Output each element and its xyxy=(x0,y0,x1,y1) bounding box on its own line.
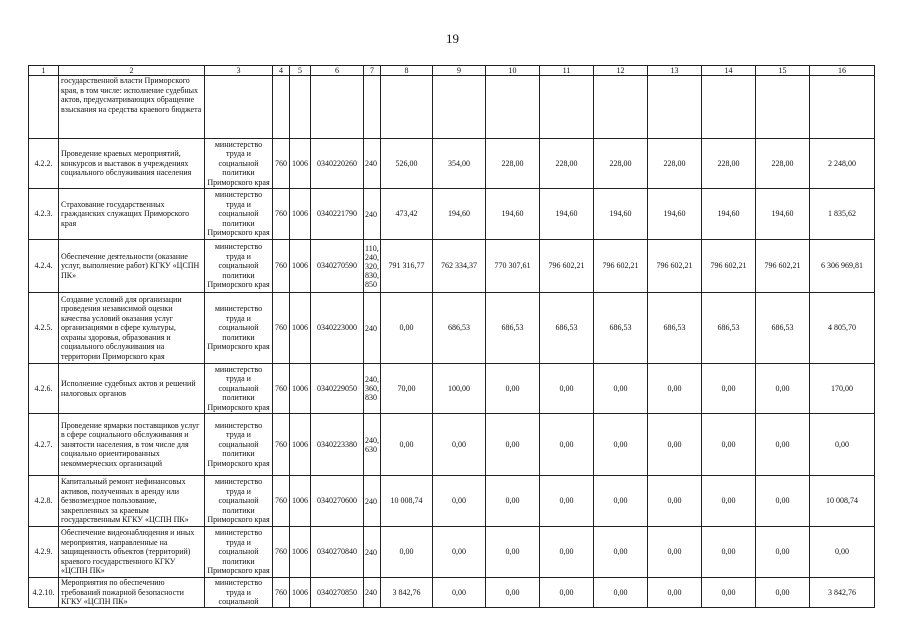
amount-cell: 473,42 xyxy=(381,189,433,240)
amount-cell: 686,53 xyxy=(702,293,756,364)
measure-name: Проведение ярмарки поставщиков услуг в сфере социального обслуживания и занятости населения, в том числе для социально ориентированных некоммерческих организаций xyxy=(59,414,205,476)
target-article-code: 0340270600 xyxy=(311,476,364,527)
expense-type-code: 240 xyxy=(364,189,381,240)
row-number: 4.2.2. xyxy=(29,139,59,189)
target-article-code: 0340270590 xyxy=(311,240,364,293)
amount-cell: 762 334,37 xyxy=(433,240,486,293)
header-cell: 15 xyxy=(756,66,810,76)
amount-cell: 0,00 xyxy=(486,578,540,608)
row-number: 4.2.5. xyxy=(29,293,59,364)
executor: министерство труда и социальной xyxy=(205,578,273,608)
table-row xyxy=(29,139,875,189)
amount-cell: 194,60 xyxy=(648,189,702,240)
amount-cell: 0,00 xyxy=(648,476,702,527)
amount-cell: 686,53 xyxy=(648,293,702,364)
row-number: 4.2.6. xyxy=(29,364,59,414)
header-cell: 4 xyxy=(273,66,290,76)
amount-cell: 0,00 xyxy=(702,414,756,476)
amount-cell: 228,00 xyxy=(540,139,594,189)
measure-name: Капитальный ремонт нефинансовых активов, полученных в аренду или безвозмездное пользование, закрепленных за краевым государственным КГКУ «ЦСПН ПК» xyxy=(59,476,205,527)
grbs-code: 760 xyxy=(273,578,290,608)
executor: министерство труда и социальной политики Приморского края xyxy=(205,189,273,240)
amount-cell: 0,00 xyxy=(594,476,648,527)
grbs-code: 760 xyxy=(273,476,290,527)
amount-cell: 2 248,00 xyxy=(810,139,875,189)
amount-cell: 0,00 xyxy=(648,578,702,608)
section-code: 1006 xyxy=(290,139,311,189)
target-article-code: 0340220260 xyxy=(311,139,364,189)
amount-cell: 0,00 xyxy=(702,364,756,414)
table-row xyxy=(29,578,875,608)
header-cell: 2 xyxy=(59,66,205,76)
header-cell: 12 xyxy=(594,66,648,76)
section-code xyxy=(290,76,311,139)
amount-cell: 194,60 xyxy=(702,189,756,240)
target-article-code: 0340270850 xyxy=(311,578,364,608)
amount-cell: 686,53 xyxy=(594,293,648,364)
expense-type-code: 240 xyxy=(364,293,381,364)
grbs-code: 760 xyxy=(273,364,290,414)
amount-cell xyxy=(756,76,810,139)
target-article-code xyxy=(311,76,364,139)
expense-type-code: 240 xyxy=(364,139,381,189)
amount-cell: 228,00 xyxy=(702,139,756,189)
table-row xyxy=(29,189,875,240)
amount-cell: 0,00 xyxy=(433,527,486,578)
header-cell: 10 xyxy=(486,66,540,76)
amount-cell: 0,00 xyxy=(594,578,648,608)
grbs-code: 760 xyxy=(273,293,290,364)
header-cell: 13 xyxy=(648,66,702,76)
target-article-code: 0340229050 xyxy=(311,364,364,414)
amount-cell: 0,00 xyxy=(702,578,756,608)
section-code: 1006 xyxy=(290,414,311,476)
amount-cell: 796 602,21 xyxy=(540,240,594,293)
amount-cell: 0,00 xyxy=(756,578,810,608)
header-cell: 6 xyxy=(311,66,364,76)
row-number: 4.2.3. xyxy=(29,189,59,240)
executor xyxy=(205,76,273,139)
amount-cell: 0,00 xyxy=(648,527,702,578)
amount-cell: 0,00 xyxy=(433,578,486,608)
amount-cell: 10 008,74 xyxy=(810,476,875,527)
amount-cell: 796 602,21 xyxy=(648,240,702,293)
amount-cell: 194,60 xyxy=(756,189,810,240)
amount-cell: 228,00 xyxy=(594,139,648,189)
amount-cell: 526,00 xyxy=(381,139,433,189)
amount-cell: 796 602,21 xyxy=(756,240,810,293)
amount-cell: 0,00 xyxy=(702,476,756,527)
amount-cell: 194,60 xyxy=(486,189,540,240)
amount-cell: 0,00 xyxy=(486,527,540,578)
grbs-code: 760 xyxy=(273,240,290,293)
amount-cell xyxy=(381,76,433,139)
amount-cell: 0,00 xyxy=(381,293,433,364)
amount-cell: 1 835,62 xyxy=(810,189,875,240)
amount-cell: 194,60 xyxy=(594,189,648,240)
amount-cell: 0,00 xyxy=(594,414,648,476)
amount-cell: 0,00 xyxy=(433,414,486,476)
amount-cell: 0,00 xyxy=(756,527,810,578)
amount-cell: 791 316,77 xyxy=(381,240,433,293)
expense-type-code: 240 xyxy=(364,476,381,527)
amount-cell xyxy=(648,76,702,139)
section-code: 1006 xyxy=(290,189,311,240)
table-row xyxy=(29,476,875,527)
executor: министерство труда и социальной политики Приморского края xyxy=(205,364,273,414)
amount-cell: 170,00 xyxy=(810,364,875,414)
amount-cell: 796 602,21 xyxy=(702,240,756,293)
amount-cell: 0,00 xyxy=(648,414,702,476)
amount-cell: 0,00 xyxy=(381,527,433,578)
amount-cell xyxy=(702,76,756,139)
budget-table xyxy=(28,65,875,608)
measure-name: государственной власти Приморского края, в том числе: исполнение судебных актов, предусматривающих обращение взыскания на средства краевого бюджета xyxy=(59,76,205,139)
amount-cell: 0,00 xyxy=(486,476,540,527)
amount-cell xyxy=(486,76,540,139)
amount-cell: 194,60 xyxy=(540,189,594,240)
executor: министерство труда и социальной политики Приморского края xyxy=(205,414,273,476)
amount-cell xyxy=(810,76,875,139)
amount-cell: 228,00 xyxy=(486,139,540,189)
header-cell: 1 xyxy=(29,66,59,76)
amount-cell: 0,00 xyxy=(486,364,540,414)
executor: министерство труда и социальной политики Приморского края xyxy=(205,527,273,578)
amount-cell: 0,00 xyxy=(433,476,486,527)
table-row xyxy=(29,414,875,476)
amount-cell: 0,00 xyxy=(381,414,433,476)
section-code: 1006 xyxy=(290,293,311,364)
executor: министерство труда и социальной политики Приморского края xyxy=(205,476,273,527)
executor: министерство труда и социальной политики Приморского края xyxy=(205,240,273,293)
target-article-code: 0340223380 xyxy=(311,414,364,476)
section-code: 1006 xyxy=(290,527,311,578)
amount-cell: 70,00 xyxy=(381,364,433,414)
amount-cell: 0,00 xyxy=(594,527,648,578)
expense-type-code: 240, 360, 830 xyxy=(364,364,381,414)
amount-cell: 0,00 xyxy=(486,414,540,476)
amount-cell: 228,00 xyxy=(648,139,702,189)
grbs-code: 760 xyxy=(273,189,290,240)
measure-name: Исполнение судебных актов и решений налоговых органов xyxy=(59,364,205,414)
header-cell: 7 xyxy=(364,66,381,76)
amount-cell: 0,00 xyxy=(594,364,648,414)
table-row xyxy=(29,76,875,139)
amount-cell: 3 842,76 xyxy=(810,578,875,608)
target-article-code: 0340223000 xyxy=(311,293,364,364)
row-number: 4.2.4. xyxy=(29,240,59,293)
target-article-code: 0340221790 xyxy=(311,189,364,240)
amount-cell: 0,00 xyxy=(756,476,810,527)
amount-cell: 194,60 xyxy=(433,189,486,240)
amount-cell: 0,00 xyxy=(540,414,594,476)
row-number: 4.2.8. xyxy=(29,476,59,527)
row-number: 4.2.10. xyxy=(29,578,59,608)
amount-cell: 770 307,61 xyxy=(486,240,540,293)
measure-name: Проведение краевых мероприятий, конкурсов и выставок в учреждениях социального обслуживания населения xyxy=(59,139,205,189)
measure-name: Мероприятия по обеспечению требований пожарной безопасности КГКУ «ЦСПН ПК» xyxy=(59,578,205,608)
page-number: 19 xyxy=(446,31,459,46)
amount-cell: 0,00 xyxy=(540,578,594,608)
executor: министерство труда и социальной политики Приморского края xyxy=(205,293,273,364)
amount-cell: 6 306 969,81 xyxy=(810,240,875,293)
expense-type-code xyxy=(364,76,381,139)
measure-name: Обеспечение видеонаблюдения и иных мероприятия, направленные на защищенность объектов (территорий) краевого государственного КГКУ «ЦСПН ПК» xyxy=(59,527,205,578)
amount-cell: 228,00 xyxy=(756,139,810,189)
amount-cell xyxy=(594,76,648,139)
expense-type-code: 240, 630 xyxy=(364,414,381,476)
executor: министерство труда и социальной политики Приморского края xyxy=(205,139,273,189)
amount-cell: 0,00 xyxy=(702,527,756,578)
amount-cell: 686,53 xyxy=(540,293,594,364)
grbs-code xyxy=(273,76,290,139)
grbs-code: 760 xyxy=(273,527,290,578)
amount-cell: 0,00 xyxy=(540,364,594,414)
header-cell: 5 xyxy=(290,66,311,76)
header-cell: 14 xyxy=(702,66,756,76)
row-number xyxy=(29,76,59,139)
amount-cell xyxy=(540,76,594,139)
header-row xyxy=(29,66,875,76)
section-code: 1006 xyxy=(290,364,311,414)
table-row xyxy=(29,527,875,578)
amount-cell: 686,53 xyxy=(433,293,486,364)
header-cell: 11 xyxy=(540,66,594,76)
amount-cell xyxy=(433,76,486,139)
expense-type-code: 240 xyxy=(364,578,381,608)
grbs-code: 760 xyxy=(273,414,290,476)
table-row xyxy=(29,240,875,293)
amount-cell: 0,00 xyxy=(756,414,810,476)
section-code: 1006 xyxy=(290,476,311,527)
amount-cell: 3 842,76 xyxy=(381,578,433,608)
amount-cell: 0,00 xyxy=(810,527,875,578)
measure-name: Обеспечение деятельности (оказание услуг, выполнение работ) КГКУ «ЦСПН ПК» xyxy=(59,240,205,293)
amount-cell: 686,53 xyxy=(486,293,540,364)
table-row xyxy=(29,293,875,364)
header-cell: 16 xyxy=(810,66,875,76)
amount-cell: 796 602,21 xyxy=(594,240,648,293)
header-cell: 3 xyxy=(205,66,273,76)
amount-cell: 4 805,70 xyxy=(810,293,875,364)
expense-type-code: 240 xyxy=(364,527,381,578)
amount-cell: 0,00 xyxy=(540,476,594,527)
amount-cell: 686,53 xyxy=(756,293,810,364)
measure-name: Создание условий для организации проведения независимой оценки качества условий оказания услуг организациями в сфере культуры, охраны здоровья, образования и социального обслуживания на территории Приморского края xyxy=(59,293,205,364)
amount-cell: 0,00 xyxy=(540,527,594,578)
measure-name: Страхование государственных гражданских служащих Приморского края xyxy=(59,189,205,240)
amount-cell: 0,00 xyxy=(648,364,702,414)
header-cell: 8 xyxy=(381,66,433,76)
grbs-code: 760 xyxy=(273,139,290,189)
amount-cell: 100,00 xyxy=(433,364,486,414)
row-number: 4.2.9. xyxy=(29,527,59,578)
target-article-code: 0340270840 xyxy=(311,527,364,578)
section-code: 1006 xyxy=(290,578,311,608)
expense-type-code: 110, 240, 320, 830, 850 xyxy=(364,240,381,293)
amount-cell: 10 008,74 xyxy=(381,476,433,527)
table-row xyxy=(29,364,875,414)
section-code: 1006 xyxy=(290,240,311,293)
amount-cell: 354,00 xyxy=(433,139,486,189)
amount-cell: 0,00 xyxy=(756,364,810,414)
amount-cell: 0,00 xyxy=(810,414,875,476)
row-number: 4.2.7. xyxy=(29,414,59,476)
header-cell: 9 xyxy=(433,66,486,76)
